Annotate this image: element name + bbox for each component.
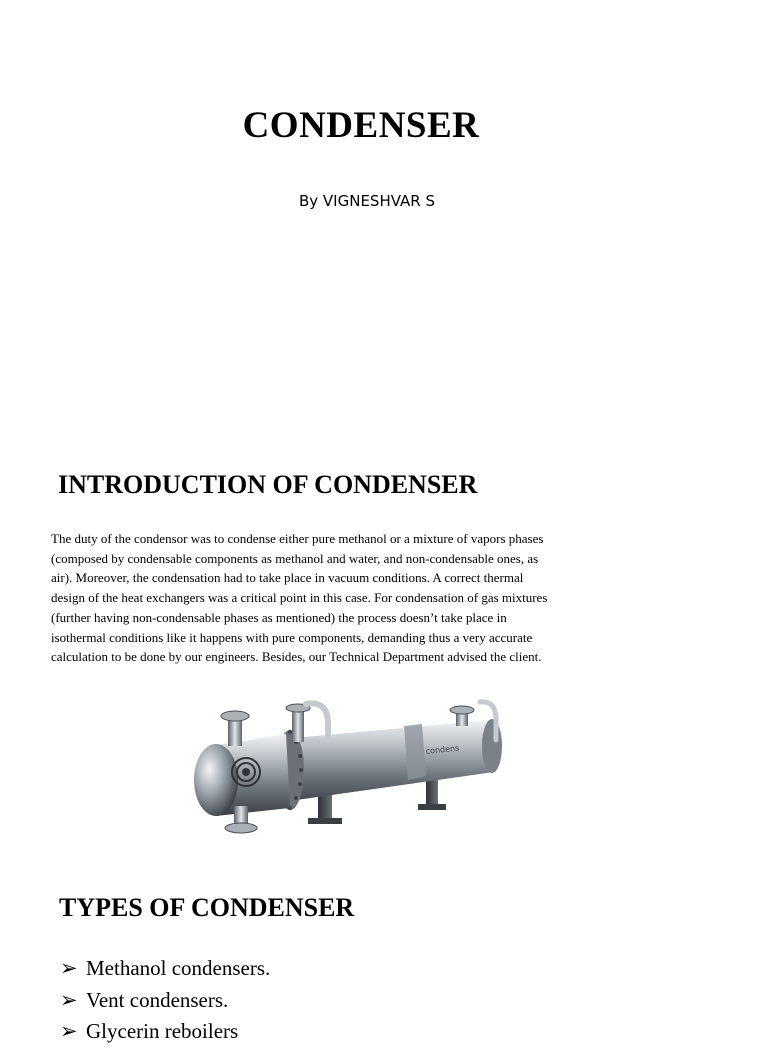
list-item: ➢ Methanol condensers. [60, 953, 270, 985]
top-nozzle [292, 708, 304, 742]
page-title: CONDENSER [242, 105, 480, 146]
nozzle-flange [221, 711, 249, 721]
introduction-line: isothermal conditions like it happens with pure components, demanding thus a very accurate [51, 629, 533, 645]
list-item: ➢ Vent condensers. [60, 985, 270, 1017]
arrow-bullet-icon: ➢ [60, 956, 78, 980]
nameplate-text: condens [425, 743, 460, 756]
types-list [60, 953, 270, 1048]
types-heading: TYPES OF CONDENSER [59, 893, 355, 922]
shell-and-tube-condenser-icon [190, 690, 512, 840]
author-line: By VIGNESHVAR S [298, 192, 436, 210]
introduction-line: (further having non-condensable phases as mentioned) the process doesn’t take place in [51, 609, 507, 625]
introduction-line: air). Moreover, the condensation had to take place in vacuum conditions. A correct thermal [51, 570, 524, 586]
rear-end-cap [482, 719, 502, 773]
nozzle-flange [225, 823, 257, 833]
introduction-heading: INTRODUCTION OF CONDENSER [58, 470, 478, 499]
introduction-line: design of the heat exchangers was a critical point in this case. For condensation of gas mixtures [51, 590, 548, 606]
front-dome [194, 744, 238, 816]
introduction-line: calculation to be done by our engineers. Besides, our Technical Department advised the client. [51, 649, 542, 665]
arrow-bullet-icon: ➢ [60, 987, 78, 1012]
support-foot [308, 818, 342, 824]
support-foot [418, 804, 446, 810]
introduction-line: (composed by condensable components as methanol and water, and non-condensable ones, as [51, 550, 539, 566]
introduction-paragraph [51, 529, 611, 667]
arrow-bullet-icon: ➢ [60, 1019, 78, 1043]
introduction-line: The duty of the condensor was to condense either pure methanol or a mixture of vapors phases [51, 531, 544, 546]
list-item: ➢ Glycerin reboilers [60, 1016, 270, 1048]
